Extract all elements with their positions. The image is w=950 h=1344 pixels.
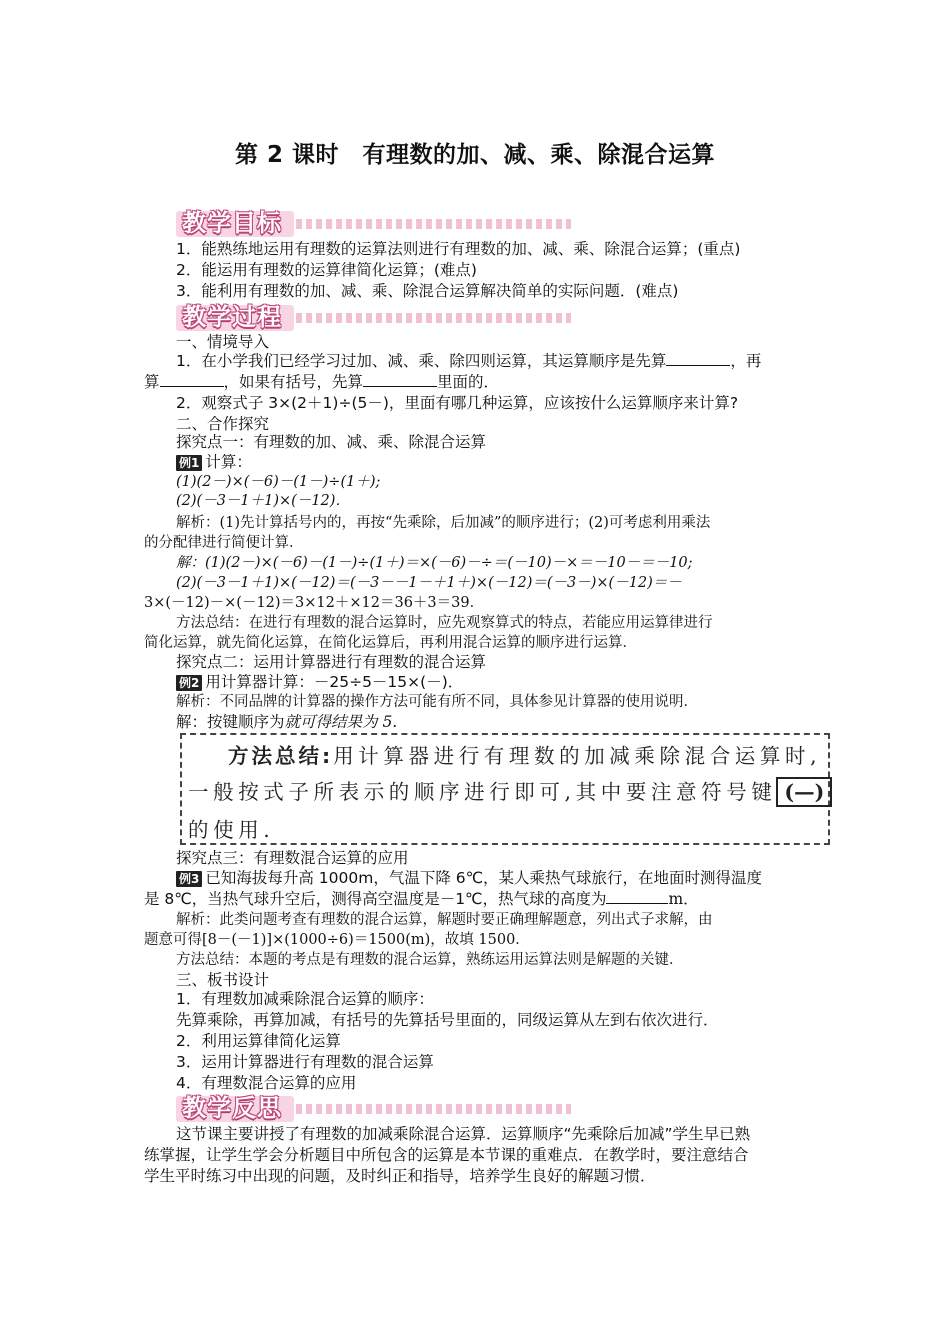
answer-blank: [160, 372, 224, 387]
analysis-cont: 的分配律进行简便计算．: [144, 535, 304, 551]
solution: (2)(－3－1＋1)×(－12)＝(－3－－1－＋1＋)×(－12)＝(－3－)×(－12)＝－: [176, 575, 682, 591]
example-3: 例3 已知海拔每升高 1000m，气温下降 6℃，某人乘热气球旅行，在地面时测得温度: [176, 868, 762, 889]
section-banner-goals: [176, 208, 571, 238]
goal-item: 2．能运用有理数的运算律简化运算；(难点): [176, 261, 477, 279]
method-summary-cont: 简化运算，就先简化运算，在简化运算后，再利用混合运算的顺序进行运算．: [144, 635, 637, 651]
topic-1: 探究点一：有理数的加、减、乘、除混合运算: [176, 433, 487, 451]
reflection-text: 练掌握，让学生学会分析题目中所包含的运算是本节课的重难点．在教学时，要注意结合: [144, 1146, 749, 1164]
method-summary: 方法总结：本题的考点是有理数的混合运算，熟练运用运算法则是解题的关键．: [176, 952, 684, 968]
solution: 3×(－12)－×(－12)＝3×12＋×12＝36＋3＝39．: [144, 595, 485, 611]
board-item-detail: 先算乘除，再算加减，有括号的先算括号里面的，同级运算从左到右依次进行．: [176, 1011, 719, 1029]
analysis-cont: 题意可得[8－(－1)]×(1000÷6)＝1500(m)，故填 1500．: [144, 932, 530, 948]
board-item: 1．有理数加减乘除混合运算的顺序：: [176, 990, 434, 1008]
example-1: 例1 计算：: [176, 452, 252, 473]
answer-blank: [666, 351, 730, 366]
topic-3: 探究点三：有理数混合运算的应用: [176, 849, 409, 867]
analysis: 解析：(1)先计算括号内的，再按“先乘除，后加减”的顺序进行；(2)可考虑利用乘法: [176, 515, 711, 531]
banner-label: 教学目标: [182, 209, 282, 237]
question-1: 1．在小学我们已经学习过加、减、乘、除四则运算，其运算顺序是先算 ，再: [176, 352, 762, 370]
reflection-text: 这节课主要讲授了有理数的加减乘除混合运算．运算顺序“先乘除后加减”学生早已熟: [176, 1125, 751, 1143]
goal-item: 1．能熟练地运用有理数的运算法则进行有理数的加、减、乘、除混合运算；(重点): [176, 240, 741, 258]
board-item: 3．运用计算器进行有理数的混合运算: [176, 1053, 434, 1071]
section-banner-process: [176, 302, 571, 332]
section-heading: 二、合作探究: [176, 415, 270, 433]
minus-key-symbol: (—): [776, 777, 832, 807]
method-summary: 方法总结：在进行有理数的混合运算时，应先观察算式的特点，若能应用运算律进行: [176, 615, 713, 631]
solution: 解：(1)(2－)×(－6)－(1－)÷(1＋)＝×(－6)－÷＝(－10)－×＝－10－＝－10;: [176, 555, 693, 571]
answer-blank: [606, 889, 668, 904]
banner-label: 教学反思: [182, 1094, 282, 1122]
section-heading: 一、情境导入: [176, 333, 270, 351]
method-summary-box: 方法总结:用计算器进行有理数的加减乘除混合运算时, 一般按式子所表示的顺序进行即可,其中要注意符号键 (—) 的使用.: [180, 733, 830, 845]
section-banner-reflection: [176, 1093, 571, 1123]
banner-label: 教学过程: [182, 303, 282, 331]
topic-2: 探究点二：运用计算器进行有理数的混合运算: [176, 653, 487, 671]
analysis: 解析：此类问题考查有理数的混合运算，解题时要正确理解题意，列出式子求解，由: [176, 912, 713, 928]
section-heading: 三、板书设计: [176, 971, 270, 989]
page-title: 第 2 课时 有理数的加、减、乘、除混合运算: [234, 142, 716, 168]
board-item: 4．有理数混合运算的应用: [176, 1074, 357, 1092]
example-tag: 例3: [176, 871, 202, 887]
board-item: 2．利用运算律简化运算: [176, 1032, 341, 1050]
solution: 解：按键顺序为就可得结果为 5.: [176, 713, 398, 731]
question-1-cont: 算 ，如果有括号，先算 里面的．: [144, 373, 500, 391]
analysis: 解析：不同品牌的计算器的操作方法可能有所不同，具体参见计算器的使用说明．: [176, 694, 698, 710]
answer-blank: [363, 372, 437, 387]
reflection-text: 学生平时练习中出现的问题，及时纠正和指导，培养学生良好的解题习惯．: [144, 1167, 656, 1185]
example-tag: 例1: [176, 455, 202, 471]
example-2: 例2 用计算器计算：－25÷5－15×(－)．: [176, 672, 463, 693]
question-2: 2．观察式子 3×(2＋1)÷(5－)，里面有哪几种运算，应该按什么运算顺序来计算?: [176, 394, 739, 412]
example-3-cont: 是 8℃，当热气球升空后，测得高空温度是－1℃，热气球的高度为 m．: [144, 890, 699, 908]
math-line: (1)(2－)×(－6)－(1－)÷(1＋);: [176, 474, 381, 490]
math-line: (2)(－3－1＋1)×(－12)．: [176, 493, 350, 509]
goal-item: 3．能利用有理数的加、减、乘、除混合运算解决简单的实际问题．(难点): [176, 282, 679, 300]
example-tag: 例2: [176, 675, 202, 691]
